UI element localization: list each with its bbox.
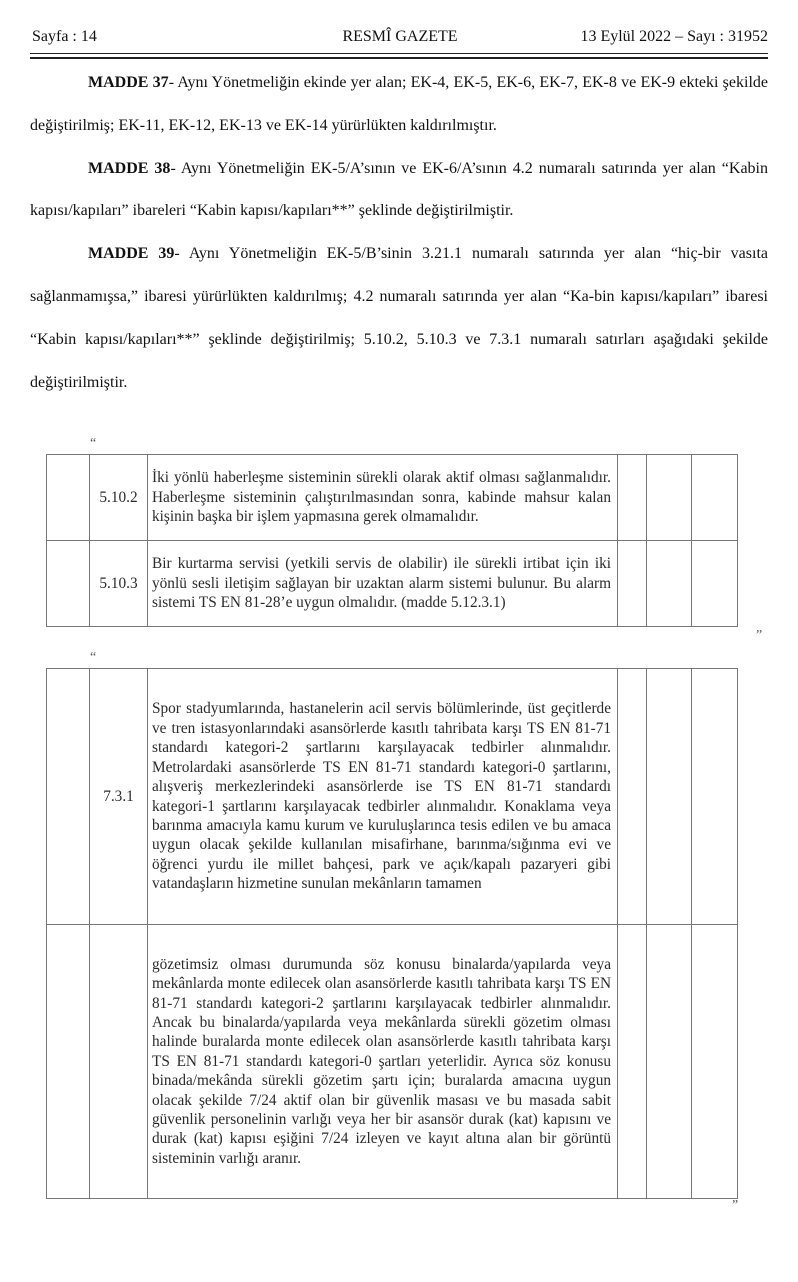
article-text: - Aynı Yönetmeliğin EK-5/B’sinin 3.21.1 numaralı satırında yer alan “hiç-bir vasıta sağlanmamışsa,” ibaresi yürürlükten kaldırılmış; 4.2 numaralı satırında yer alan “Ka-bin kapısı/kapıları” ibaresi “Kabin kapısı/kapıları**” şeklinde değiştirilmiş; 5.10.2, 5.10.3 ve 7.3.1 numaralı satırları aşağıdaki şekilde değiştirilmiştir. [30,245,769,391]
article-38 [30,148,768,234]
close-quote: ” [732,1198,739,1213]
article-39 [30,233,768,404]
row-text-continued: gözetimsiz olması durumunda söz konusu binalarda/yapılarda veya mekânlarda monte edilecek olan asansörlerde kasıtlı tahribata karşı TS EN 81-71 standardı kategori-2 şartlarını karşılayacak tedbirler alınmalıdır. Ancak bu binalarda/yapılarda veya mekânlarda sürekli gözetim olması halinde buralarda monte edilecek olan asansörlerde kasıtlı tahribata karşı TS EN 81-71 standardı kategori-0 şartları yeterlidir. Ayrıca söz konusu binada/mekânda sürekli gözetim şartı için; buralarda amacına uygun olacak şekilde 7/24 aktif olan bir güvenlik masası ve bu masada sabit güvenlik personelinin varlığı veya her bir asansör durak (kat) kapısını ve durak (kat) kapısı eşiğini 7/24 izleyen ve kayıt altına alan bir görüntü sisteminin varlığı aranır. [152,955,611,1167]
table-row [47,541,738,627]
row-text: Spor stadyumlarında, hastanelerin acil servis bölümlerinde, üst geçitlerde ve tren istasyonlarındaki asansörlerde kasıtlı tahribata karşı TS EN 81-71 standardı kategori-2 şartlarını karşılayacak tedbirler alınmalıdır. Metrolardaki asansörlerde TS EN 81-71 standardı kategori-0 şartlarını, alışveriş merkezlerindeki asansörlerde ise TS EN 81-71 standardı kategori-1 şartlarını karşılayacak tedbirler alınmalıdır. Konaklama veya barınma amacıyla kamu kurum ve kuruluşlarınca tesis edilen ve bu amaca uygun olacak şekilde kullanılan misafirhane, barınma/sığınma evi ve öğrenci yurdu ile millet bahçesi, park ve açık/kapalı pazaryeri gibi vatandaşların hizmetine sunulan mekânların tamamen [152,700,611,893]
row-text: Bir kurtarma servisi (yetkili servis de olabilir) ile sürekli irtibat için iki yönlü sesli iletişim sağlayan bir uzaktan alarm sistemi bulunur. Bu alarm sistemi TS EN 81-28’e uygun olmalıdır. (madde 5.12.3.1) [152,555,611,612]
article-text: - Aynı Yönetmeliğin EK-5/A’sının ve EK-6/A’sının 4.2 numaralı satırında yer alan “Kabin kapısı/kapıları” ibareleri “Kabin kapısı/kapıları**” şeklinde değiştirilmiştir. [30,159,768,220]
table-row [47,925,738,1199]
article-label: MADDE 37 [88,74,169,91]
article-label: MADDE 38 [88,159,171,177]
row-number: 7.3.1 [90,669,148,925]
open-quote: “ [90,650,97,665]
amendment-table-2 [46,668,738,1199]
close-quote: ” [756,628,763,643]
document-body [30,62,768,404]
open-quote: “ [90,436,97,451]
header-rule-thick [30,57,768,59]
amendment-table-1 [46,454,738,627]
row-number: 5.10.2 [90,455,148,541]
article-text: - Aynı Yönetmeliğin ekinde yer alan; EK-4, EK-5, EK-6, EK-7, EK-8 ve EK-9 ekteki şekilde değiştirilmiş; EK-11, EK-12, EK-13 ve EK-14 yürürlükten kaldırılmıştır. [30,74,769,134]
header-rule-thin [30,53,768,54]
publication-title: RESMÎ GAZETE [342,28,458,45]
row-number: 5.10.3 [90,541,148,627]
issue-date: 13 Eylül 2022 – Sayı : 31952 [580,28,768,45]
article-label: MADDE 39 [88,245,175,263]
page-header [32,28,768,50]
table-row [47,455,738,541]
article-37 [30,62,768,148]
row-text: İki yönlü haberleşme sisteminin sürekli olarak aktif olması sağlanmalıdır. Haberleşme sisteminin çalıştırılmasından sonra, kabinde mahsur kalan kişinin başka bir işlem yapmasına gerek olmamalıdır. [152,469,611,526]
table-row [47,669,738,925]
page-number: Sayfa : 14 [32,28,97,45]
